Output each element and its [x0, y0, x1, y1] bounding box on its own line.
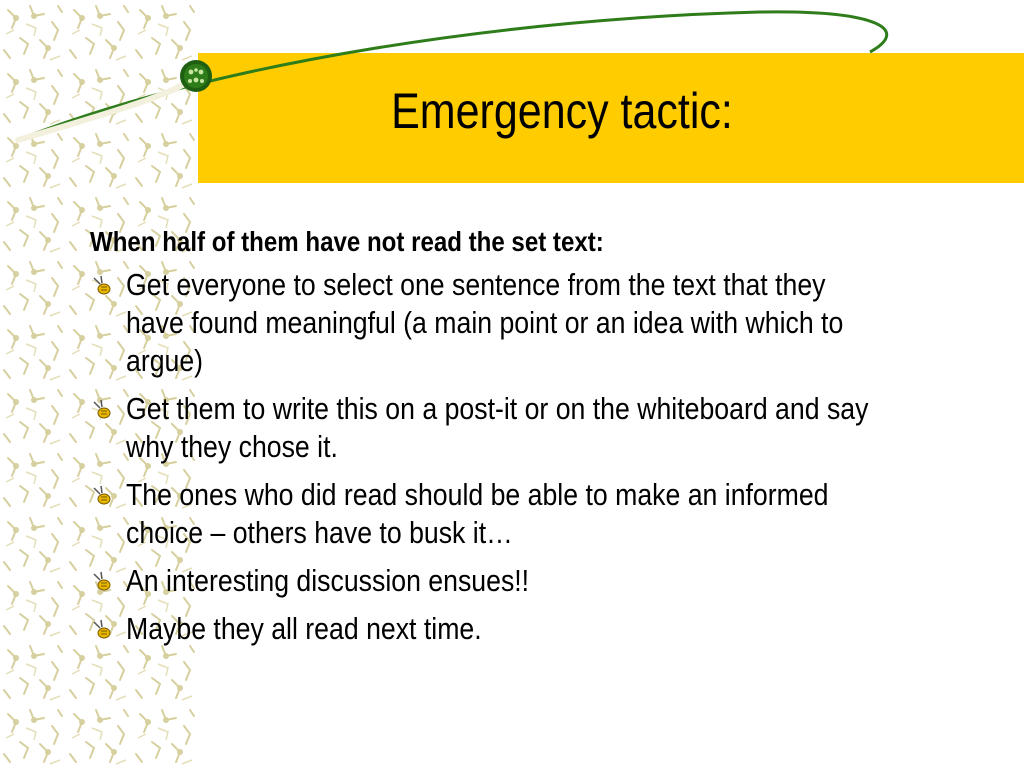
bullet-item: [90, 610, 950, 648]
bullet-item: [90, 562, 950, 600]
bullet-text: Get them to write this on a post-it or on the whiteboard and say why they chose it.: [126, 391, 869, 465]
bullet-text: Maybe they all read next time.: [126, 611, 482, 647]
bullet-item: [90, 266, 950, 380]
bullet-text: The ones who did read should be able to make an informed choice – others have to busk it…: [126, 477, 829, 551]
lead-text: When half of them have not read the set text:: [90, 226, 604, 257]
bee-bullet-icon: [90, 484, 114, 508]
bee-bullet-icon: [90, 570, 114, 594]
bullet-item: [90, 476, 950, 552]
bullet-text: An interesting discussion ensues!!: [126, 563, 530, 599]
bullet-list: [90, 266, 950, 648]
bee-bullet-icon: [90, 618, 114, 642]
bullet-text: Get everyone to select one sentence from the text that they have found meaningful (a main point or an idea with which to argue): [126, 267, 844, 379]
bee-bullet-icon: [90, 274, 114, 298]
bee-bullet-icon: [90, 398, 114, 422]
slide-title: Emergency tactic:: [391, 83, 733, 139]
slide-body: [90, 224, 950, 658]
bullet-item: [90, 390, 950, 466]
